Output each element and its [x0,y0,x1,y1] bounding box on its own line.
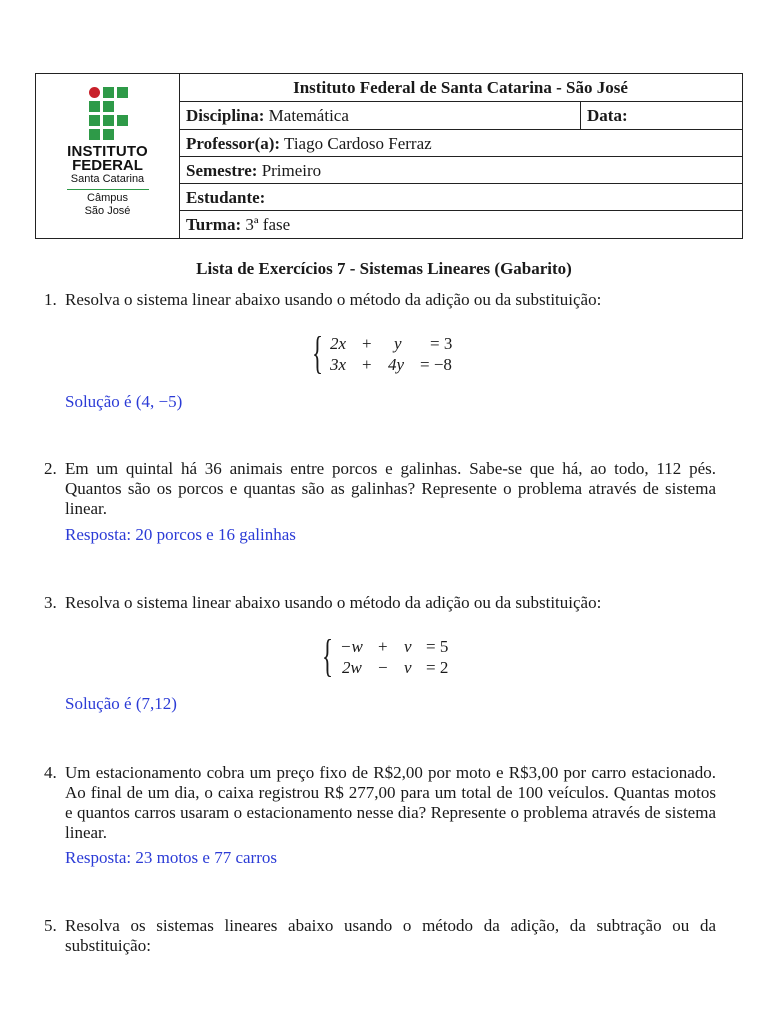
class-row [179,211,742,238]
document-page: INSTITUTO FEDERAL Santa Catarina Câmpus São José Instituto Federal de Santa Catarina - São José Disciplina: Matemática Data: Professor(a): Tiago Cardoso Ferraz Semestre: Primeiro Estudante: Turma: 3ª fase Lista de Exercícios 7 - Sistemas Lineares (Gabarito) 1. Resolva o sistema linear abaixo usando o método da adição ou da substituição: { 2x + y = 3 3x + 4y = −8 Solução é (4, −5) 2. Em um quintal há 36 animais entre porcos e galinhas. Sabe-se que há, ao todo, 112 pés. Quantos são os porcos e quantas são as galinhas? Represente o problema através de sistema linear. Resposta: 20 porcos e 16 galinhas 3. Resolva o sistema linear abaixo usando o método da adição ou da substituição: { −w + v = 5 2w − v = 2 Solução é (7,12) 4. Um estacionamento cobra um preço fixo de R$2,00 por moto e R$3,00 por carro estacionado. Ao final de um dia, o caixa registrou R$ 277,00 para um total de 100 veículos. Quantas motos e quantos carros usaram o estacionamento nesse dia? Represente o problema através de sistema linear. Resposta: 23 motos e 77 carros 5. Resolva os sistemas lineares abaixo usando o método da adição, da subtração ou da substituição: [0,0,768,1024]
question-number: 4. [44,763,57,782]
question-number: 2. [44,459,57,478]
logo-line-4: Câmpus [87,192,128,204]
semester-value: Primeiro [261,161,322,180]
brace-icon: { [312,327,324,378]
question-number: 5. [44,916,57,935]
question-number: 1. [44,290,57,309]
institution-logo [36,74,180,238]
list-title: Lista de Exercícios 7 - Sistemas Lineares (Gabarito) [196,259,572,278]
student-label: Estudante: [186,188,266,207]
semester-row [179,157,742,184]
brace-icon: { [322,630,334,681]
header-info [179,74,742,238]
question-4 [44,763,716,843]
class-value: 3ª fase [245,215,291,234]
answer-3: Solução é (7,12) [65,694,177,713]
logo-line-1: INSTITUTO [67,143,148,160]
institution-title: Instituto Federal de Santa Catarina - São José [179,74,742,102]
answer-1: Solução é (4, −5) [65,392,183,411]
header-table [35,73,743,239]
question-5 [44,916,716,956]
logo-divider [67,189,149,190]
discipline-row [179,102,742,130]
answer-4: Resposta: 23 motos e 77 carros [65,848,277,867]
question-2 [44,459,716,519]
question-text: Um estacionamento cobra um preço fixo de R$2,00 por moto e R$3,00 por carro estacionado. Ao final de um dia, o caixa registrou R$ 277,00 para um total de 100 veículos. Quantas motos e quantos carros usaram o estacionamento nesse dia? Represente o problema através de sistema linear. [65,763,716,842]
question-number: 3. [44,593,57,612]
logo-line-5: São José [84,205,131,217]
question-3 [44,593,716,613]
professor-label: Professor(a): [186,134,281,153]
discipline-value: Matemática [268,106,349,125]
question-1 [44,290,716,310]
discipline-label: Disciplina: [186,106,265,125]
professor-value: Tiago Cardoso Ferraz [284,134,432,153]
date-label: Data: [587,106,628,125]
date-field[interactable] [580,102,628,129]
logo-line-3: Santa Catarina [70,173,145,185]
answer-2: Resposta: 20 porcos e 16 galinhas [65,525,296,544]
question-text: Resolva o sistema linear abaixo usando o método da adição ou da substituição: [65,290,602,309]
professor-row [179,130,742,157]
question-text: Resolva o sistema linear abaixo usando o método da adição ou da substituição: [65,593,602,612]
logo-line-2: FEDERAL [72,157,143,174]
logo-grid-icon [89,87,129,141]
question-text: Em um quintal há 36 animais entre porcos e galinhas. Sabe-se que há, ao todo, 112 pés. Quantos são os porcos e quantas são as galinhas? Represente o problema através de sistema linear. [65,459,716,518]
semester-label: Semestre: [186,161,258,180]
student-row[interactable] [179,184,742,211]
class-label: Turma: [186,215,242,234]
question-text: Resolva os sistemas lineares abaixo usando o método da adição, da subtração ou da substituição: [65,916,716,955]
